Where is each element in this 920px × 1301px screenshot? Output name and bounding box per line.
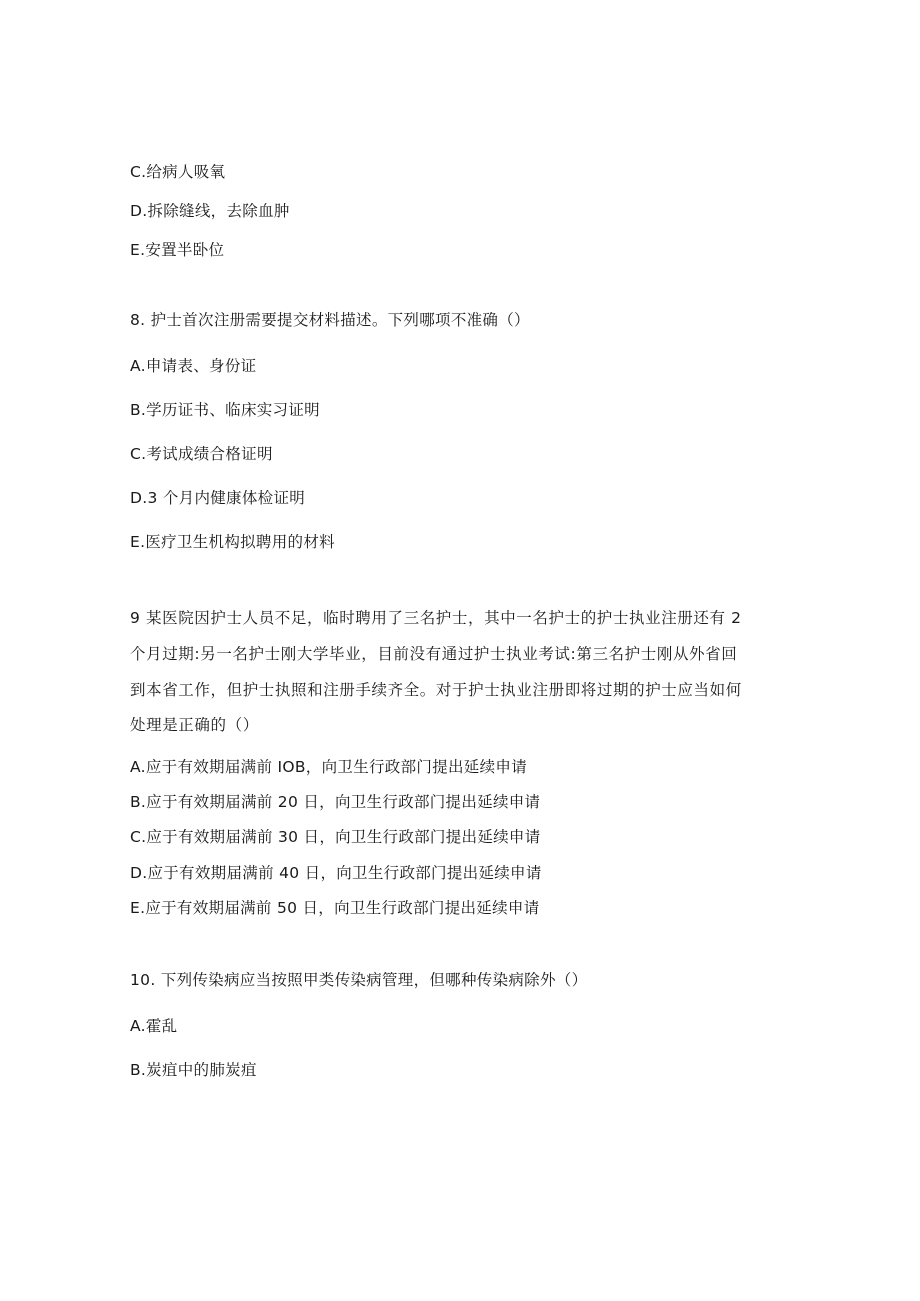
q10-option-b: B.炭疽中的肺炭疽 [130,1061,257,1079]
q8-option-d: D.3 个月内健康体检证明 [130,489,306,507]
q9-stem-line-2: 个月过期:另一名护士刚大学毕业，目前没有通过护士执业考试:第三名护士刚从外省回 [130,645,738,663]
q9-option-b: B.应于有效期届满前 20 日，向卫生行政部门提出延续申请 [130,793,541,811]
q9-stem-line-1: 9 某医院因护士人员不足，临时聘用了三名护士，其中一名护士的护士执业注册还有 2 [130,609,742,627]
q7-option-e: E.安置半卧位 [130,241,225,259]
q7-option-c: C.给病人吸氧 [130,163,226,181]
q7-option-d: D.拆除缝线，去除血肿 [130,202,290,220]
q9-option-c: C.应于有效期届满前 30 日，向卫生行政部门提出延续申请 [130,828,541,846]
q8-stem: 8. 护士首次注册需要提交材料描述。下列哪项不准确（） [130,311,530,329]
q8-option-b: B.学历证书、临床实习证明 [130,401,320,419]
q10-option-a: A.霍乱 [130,1017,178,1035]
q9-option-d: D.应于有效期届满前 40 日，向卫生行政部门提出延续申请 [130,864,542,882]
q9-stem-line-4: 处理是正确的（） [130,716,259,734]
q9-option-e: E.应于有效期届满前 50 日，向卫生行政部门提出延续申请 [130,899,540,917]
q8-option-a: A.申请表、身份证 [130,357,257,375]
q9-stem-line-3: 到本省工作，但护士执照和注册手续齐全。对于护士执业注册即将过期的护士应当如何 [130,681,742,699]
q9-option-a: A.应于有效期届满前 IOB，向卫生行政部门提出延续申请 [130,758,527,776]
q8-option-c: C.考试成绩合格证明 [130,445,273,463]
q8-option-e: E.医疗卫生机构拟聘用的材料 [130,533,335,551]
q10-stem: 10. 下列传染病应当按照甲类传染病管理，但哪种传染病除外（） [130,971,588,989]
